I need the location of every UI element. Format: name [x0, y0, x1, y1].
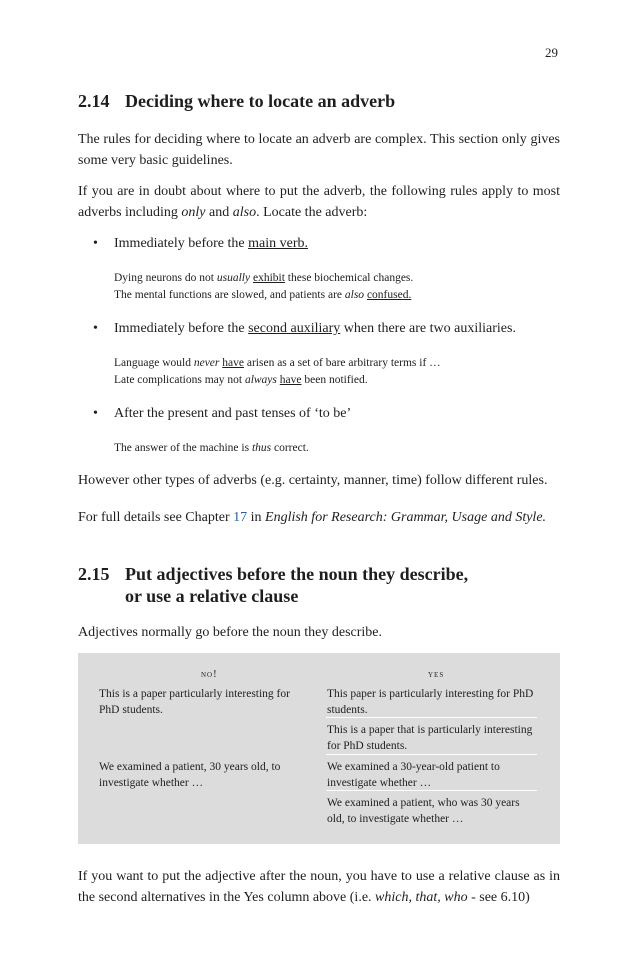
paragraph-relative-clause: If you want to put the adjective after the noun, you have to use a relative clause as in the second alternatives in the Yes column above (i.e. which, that, who - see 6.10)	[78, 869, 560, 905]
bullet-dot: •	[93, 406, 98, 421]
example-block-1	[114, 270, 413, 304]
second-auxiliary-term: second auxiliary	[248, 321, 341, 336]
paragraph-adjectives: Adjectives normally go before the noun they describe.	[78, 625, 383, 640]
bullet-dot: •	[93, 236, 98, 251]
bullet-main-verb: • Immediately before the main verb.	[93, 233, 308, 254]
row2-no-cell: We examined a patient, 30 years old, to investigate whether …	[99, 761, 281, 789]
section-number: 2.15	[78, 564, 110, 584]
italic-only: only	[181, 205, 206, 220]
divider	[326, 717, 537, 718]
comparison-table	[78, 653, 560, 844]
chapter-link[interactable]: 17	[233, 510, 248, 525]
paragraph-full-details: For full details see Chapter 17 in English for Research: Grammar, Usage and Style.	[78, 510, 547, 525]
example-line: Language would never have arisen as a set of bare arbitrary terms if …	[114, 357, 441, 369]
page-number: 29	[545, 45, 558, 60]
section-heading-2-14	[78, 90, 395, 112]
no-column-header: no!	[201, 669, 218, 680]
italic-also: also	[232, 205, 257, 220]
example-line: Late complications may not always have been notified.	[114, 374, 368, 386]
section-title-line-1: Put adjectives before the noun they describe,	[125, 564, 469, 584]
row2-yes-cell-2: We examined a patient, who was 30 years old, to investigate whether …	[327, 797, 520, 825]
section-heading-2-15	[78, 563, 468, 607]
section-number: 2.14	[78, 91, 110, 111]
book-title: English for Research: Grammar, Usage and Style.	[265, 510, 547, 525]
row1-yes-cell-1: This paper is particularly interesting for PhD students.	[327, 688, 534, 716]
row1-no-cell: This is a paper particularly interesting for PhD students.	[99, 688, 290, 716]
paragraph-however: However other types of adverbs (e.g. certainty, manner, time) follow different rules.	[78, 473, 548, 488]
paragraph-intro: The rules for deciding where to locate an adverb are complex. This section only gives some very basic guidelines.	[78, 132, 560, 168]
section-title: Deciding where to locate an adverb	[125, 91, 396, 111]
example-line: The mental functions are slowed, and patients are also confused.	[114, 289, 412, 301]
example-block-2	[114, 355, 441, 389]
yes-column-header: yes	[428, 669, 445, 680]
example-line: Dying neurons do not usually exhibit these biochemical changes.	[114, 272, 414, 284]
bullet-dot: •	[93, 321, 98, 336]
row1-yes-cell-2: This is a paper that is particularly interesting for PhD students.	[327, 724, 533, 752]
row2-yes-cell-1: We examined a 30-year-old patient to investigate whether …	[327, 761, 500, 789]
section-title-line-2: or use a relative clause	[125, 586, 299, 606]
paragraph-adverb-rules: If you are in doubt about where to put the adverb, the following rules apply to most adverbs including only and also. Locate the adverb:	[78, 184, 560, 220]
main-verb-term: main verb.	[248, 236, 308, 251]
divider	[326, 754, 537, 755]
divider	[326, 790, 537, 791]
bullet-second-auxiliary: • Immediately before the second auxiliary when there are two auxiliaries.	[93, 318, 516, 339]
example-block-3: The answer of the machine is thus correct.	[114, 442, 309, 454]
bullet-to-be: • After the present and past tenses of ‘to be’	[93, 403, 351, 424]
